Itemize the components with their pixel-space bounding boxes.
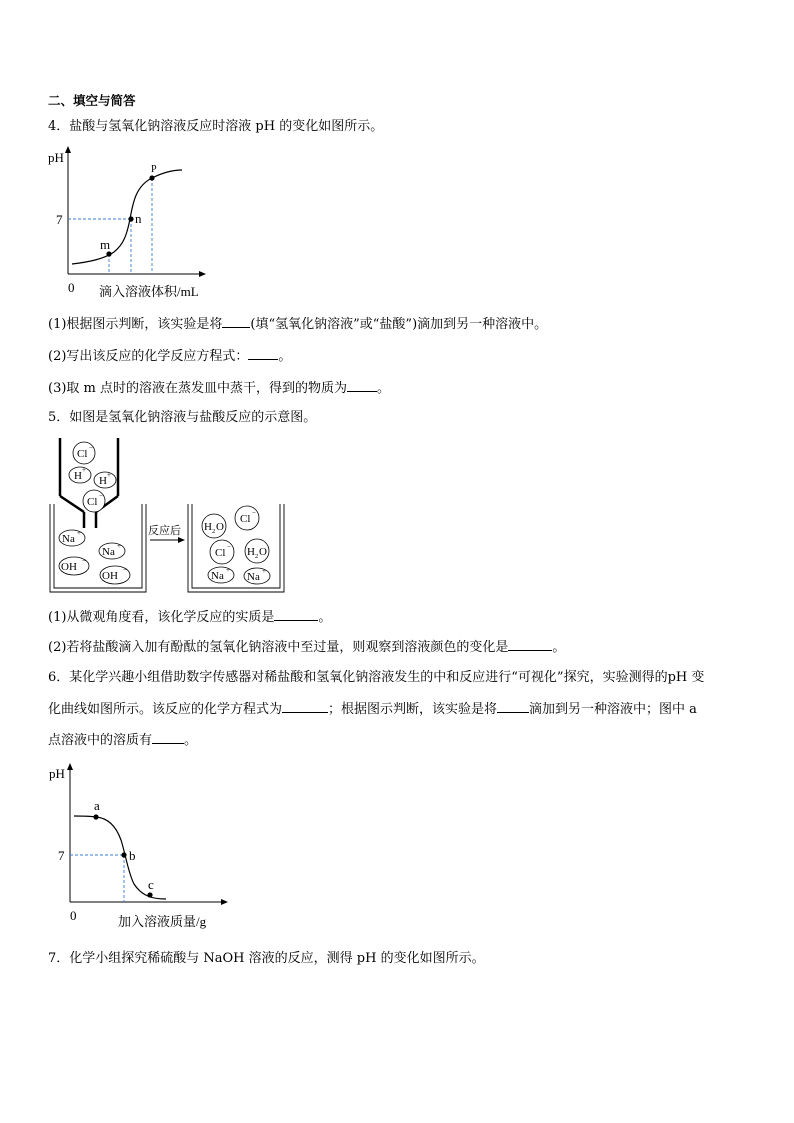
ion-cl-right-1 (235, 506, 259, 530)
q6-blank-solute[interactable] (152, 731, 184, 744)
svg-text:+: + (117, 542, 121, 550)
svg-text:+: + (226, 566, 230, 574)
chart2-point-c (147, 892, 152, 897)
chart2-x-arrow (221, 899, 228, 905)
svg-text:+: + (77, 529, 81, 537)
ion-cl-dropper-1 (73, 442, 95, 464)
q5-stem: 5．如图是氢氧化钠溶液与盐酸反应的示意图。 (48, 410, 317, 425)
svg-text:H: H (74, 470, 82, 482)
svg-text:2: 2 (212, 528, 216, 535)
chart1-origin: 0 (68, 280, 75, 295)
chart-ph-titration-1 (44, 144, 224, 304)
q4-sub2 (48, 347, 291, 366)
chart1-y-arrow (65, 146, 71, 153)
chart2-point-a (93, 814, 98, 819)
ion-na-left-2 (99, 542, 125, 559)
chart2-xlabel: 加入溶液质量/g (118, 914, 207, 929)
dropper-left-taper (60, 496, 84, 512)
svg-text:Na: Na (247, 571, 260, 583)
chart2-origin: 0 (70, 908, 77, 923)
reaction-arrow-head (178, 537, 185, 543)
q5-sub1-text-a: (1)从微观角度看，该化学反应的实质是 (48, 610, 275, 625)
q4-sub2-text-b: 。 (278, 349, 292, 364)
svg-text:+: + (262, 567, 266, 575)
ion-h-dropper-1 (69, 466, 91, 483)
q7-stem: 7．化学小组探究稀硫酸与 NaOH 溶液的反应，测得 pH 的变化如图所示。 (48, 951, 485, 966)
q5-sub1 (48, 608, 331, 627)
q6-line3 (48, 731, 197, 750)
chart2-point-b (121, 852, 126, 857)
chart1-xlabel: 滴入溶液体积/mL (99, 284, 199, 299)
q4-sub1-blank[interactable] (222, 315, 250, 328)
diagram-neutralization (46, 436, 296, 596)
chart2-ylabel: pH (49, 766, 65, 781)
chart1-label-m: m (100, 237, 111, 252)
chart2-y-arrow (67, 763, 73, 770)
svg-text:Cl: Cl (240, 513, 251, 525)
ion-cl-dropper-2 (83, 490, 105, 512)
svg-text:−: − (82, 557, 86, 565)
chart1-point-m (106, 251, 111, 256)
q4-sub1-text-a: (1)根据图示判断，该实验是将 (48, 317, 223, 332)
svg-text:+: + (107, 471, 111, 479)
section-title: 二、填空与简答 (48, 93, 136, 108)
q6-line2-text-a: 化曲线如图所示。该反应的化学方程式为 (48, 702, 283, 717)
ion-h-dropper-2 (94, 471, 116, 488)
svg-text:−: − (227, 543, 231, 551)
ion-na-right-1 (208, 566, 234, 583)
svg-text:Na: Na (211, 570, 224, 582)
chart1-label-p: P (151, 164, 157, 175)
chart1-ylabel: pH (48, 150, 64, 165)
svg-text:H: H (99, 475, 107, 487)
q4-sub2-blank[interactable] (248, 347, 278, 360)
chart1-curve (72, 170, 182, 264)
q5-sub2-text-a: (2)若将盐酸滴入加有酚酞的氢氧化钠溶液中至过量，则观察到溶液颜色的变化是 (48, 640, 509, 655)
beaker-left (50, 504, 146, 592)
q6-line3-text-b: 。 (184, 733, 198, 748)
svg-text:H: H (247, 546, 255, 558)
reaction-arrow-label: 反应后 (148, 525, 181, 537)
chart2-label-b: b (129, 848, 136, 863)
q4-sub1-text-b: (填“氢氧化钠溶液”或“盐酸”)滴加到另一种溶液中。 (250, 317, 548, 332)
chart1-label-n: n (135, 211, 142, 226)
ion-cl-right-2 (210, 540, 234, 564)
q5-sub1-blank[interactable] (274, 608, 318, 621)
ion-na-right-2 (244, 567, 270, 584)
q4-sub1 (48, 315, 547, 334)
chart-ph-titration-2 (44, 760, 244, 932)
q6-line2-text-b: ；根据图示判断，该实验是将 (328, 702, 498, 717)
q4-stem: 4．盐酸与氢氧化钠溶液反应时溶液 pH 的变化如图所示。 (48, 119, 384, 134)
ion-oh-left-1 (59, 557, 89, 575)
q6-line2 (48, 700, 697, 719)
molecule-h2o-1 (202, 514, 226, 538)
chart1-tick-7: 7 (56, 212, 63, 227)
ion-na-left-1 (59, 529, 85, 546)
chart1-x-arrow (199, 271, 206, 277)
q4-sub3-text-b: 。 (377, 381, 391, 396)
svg-text:−: − (89, 444, 93, 452)
svg-text:Cl: Cl (215, 547, 226, 559)
svg-text:2: 2 (255, 553, 259, 560)
svg-text:O: O (259, 546, 267, 558)
chart2-label-c: c (148, 877, 154, 892)
q6-line3-text-a: 点溶液中的溶质有 (48, 733, 153, 748)
svg-text:−: − (123, 566, 127, 574)
svg-text:OH: OH (102, 570, 118, 582)
q5-sub2-blank[interactable] (508, 638, 552, 651)
chart2-label-a: a (94, 798, 100, 813)
svg-text:O: O (216, 521, 224, 533)
svg-text:Cl: Cl (87, 496, 98, 508)
q5-sub2 (48, 638, 565, 657)
chart1-point-p (149, 175, 154, 180)
q4-sub2-text-a: (2)写出该反应的化学反应方程式： (48, 349, 249, 364)
q6-blank-equation[interactable] (282, 700, 328, 713)
q4-sub3 (48, 379, 390, 398)
svg-text:Na: Na (102, 546, 115, 558)
q5-sub1-text-b: 。 (318, 610, 332, 625)
svg-text:Na: Na (62, 533, 75, 545)
ion-oh-left-2 (100, 566, 130, 584)
svg-text:+: + (82, 466, 86, 474)
q6-blank-reagent[interactable] (497, 700, 529, 713)
q6-line2-text-c: 滴加到另一种溶液中；图中 a (529, 702, 697, 717)
q6-line1: 6．某化学兴趣小组借助数字传感器对稀盐酸和氢氧化钠溶液发生的中和反应进行“可视化”探究，实验测得的pH 变 (48, 670, 705, 685)
chart2-tick-7: 7 (58, 848, 65, 863)
svg-text:−: − (99, 492, 103, 500)
svg-text:−: − (252, 509, 256, 517)
molecule-h2o-2 (245, 539, 269, 563)
svg-text:H: H (204, 521, 212, 533)
chart1-point-n (128, 216, 133, 221)
q4-sub3-blank[interactable] (347, 379, 377, 392)
q5-sub2-text-b: 。 (552, 640, 566, 655)
svg-text:OH: OH (61, 561, 77, 573)
svg-text:Cl: Cl (77, 448, 88, 460)
q4-sub3-text-a: (3)取 m 点时的溶液在蒸发皿中蒸干，得到的物质为 (48, 381, 348, 396)
